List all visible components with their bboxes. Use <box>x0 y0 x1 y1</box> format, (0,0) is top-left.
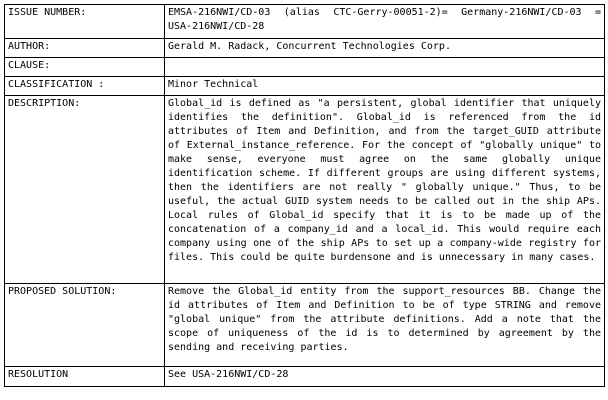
author-value <box>165 39 605 58</box>
description-label: DESCRIPTION: <box>5 96 165 284</box>
description-text: Global_id is defined as "a persistent, global identifier that uniquely identifies the definition". Global_id is referenced from the id attributes of Item and Definition, and from the target_GUID attribute of External_instance_reference. For the concept of "globally unique" to make sense, everyone must agree on the same globally unique identification scheme. If different groups are using different systems, then the identifiers are not really " globally unique." Thus, to be useful, the actual GUID system needs to be called out in the ship APs. Local rules of Global_id specify that it is to be made up of the concatenation of a company_id and a local_id. This would require each company using one of the ship APs to set up a company-wide registry for files. This could be quite burdensone and is unnecessary in many cases. <box>168 98 601 263</box>
clause-label: CLAUSE: <box>5 58 165 77</box>
resolution-label: RESOLUTION <box>5 367 165 387</box>
classification-text: Minor Technical <box>168 79 259 90</box>
issue-number-value <box>165 5 605 39</box>
classification-value <box>165 77 605 96</box>
proposed-solution-label: PROPOSED SOLUTION: <box>5 284 165 367</box>
proposed-solution-text: Remove the Global_id entity from the support_resources BB. Change the id attributes of Item and Definition to be of type STRING and remove "global unique" from the attribute definitions. Add a note that the scope of uniqueness of the id is to determined by agreement by the sending and receiving parties. <box>168 286 601 353</box>
description-value <box>165 96 605 284</box>
proposed-solution-value <box>165 284 605 367</box>
author-text: Gerald M. Radack, Concurrent Technologies Corp. <box>168 41 451 52</box>
author-label: AUTHOR: <box>5 39 165 58</box>
row-resolution <box>5 367 605 387</box>
row-author <box>5 39 605 58</box>
resolution-value <box>165 367 605 387</box>
row-classification <box>5 77 605 96</box>
resolution-text: See USA-216NWI/CD-28 <box>168 369 289 380</box>
row-proposed-solution <box>5 284 605 367</box>
issue-table <box>4 4 605 387</box>
row-clause <box>5 58 605 77</box>
row-description <box>5 96 605 284</box>
row-issue-number <box>5 5 605 39</box>
issue-number-text: EMSA-216NWI/CD-03 (alias CTC-Gerry-00051-2)= Germany-216NWI/CD-03 = USA-216NWI/CD-28 <box>168 7 601 32</box>
classification-label: CLASSIFICATION : <box>5 77 165 96</box>
clause-value <box>165 58 605 77</box>
issue-number-label: ISSUE NUMBER: <box>5 5 165 39</box>
